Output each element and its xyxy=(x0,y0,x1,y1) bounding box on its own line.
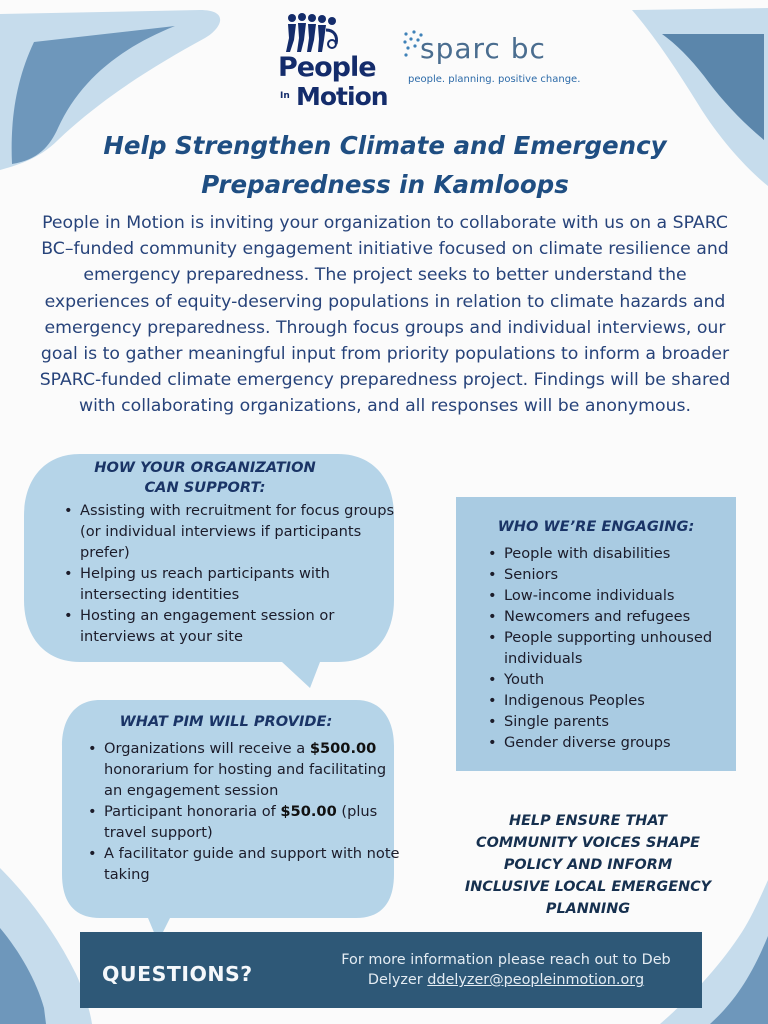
list-item: • Newcomers and refugees xyxy=(504,606,754,627)
provide-item-1-text-end: honorarium for hosting and facilitating an engagement session xyxy=(104,761,387,799)
list-item: • Indigenous Peoples xyxy=(504,690,754,711)
people-in-motion-logo xyxy=(276,12,388,111)
provide-section-title: WHAT PIM WILL PROVIDE: xyxy=(119,713,333,730)
list-item: • Single parents xyxy=(504,711,754,732)
cta-line: POLICY AND INFORM xyxy=(503,857,673,873)
participant-honorarium-amount: $50.00 xyxy=(280,803,337,820)
page-title-line-2: Preparedness in Kamloops xyxy=(201,170,569,199)
list-item: • Assisting with recruitment for focus groups (or individual interviews if participants prefer) xyxy=(80,500,400,563)
list-item: • People supporting unhoused individuals xyxy=(504,627,754,669)
list-item: • Helping us reach participants with intersecting identities xyxy=(80,563,400,605)
intro-paragraph: People in Motion is inviting your organization to collaborate with us on a SPARC BC–funded community engagement initiative focused on climate resilience and emergency preparedness. The project seeks to better understand the experiences of equity-deserving populations in relation to climate hazards and emergency preparedness. Through focus groups and individual interviews, our goal is to gather meaningful input from priority populations to inform a broader SPARC-funded climate emergency preparedness project. Findings will be shared with collaborating organizations, and all responses will be anonymous. xyxy=(39,213,731,417)
questions-banner xyxy=(80,932,702,1008)
organization-honorarium-amount: $500.00 xyxy=(309,740,377,757)
pim-logo-word-people: People xyxy=(278,52,376,83)
provide-item-2-text-end: (plus travel support) xyxy=(104,803,378,841)
list-item xyxy=(104,801,404,843)
provide-item-1-text: Organizations will receive a xyxy=(104,740,310,757)
contact-email-link[interactable]: ddelyzer@peopleinmotion.org xyxy=(427,972,645,988)
contact-info xyxy=(330,950,682,990)
cta-line: INCLUSIVE LOCAL EMERGENCY xyxy=(464,879,712,895)
sparc-bc-logo xyxy=(402,30,581,100)
support-title-line-1: HOW YOUR ORGANIZATION xyxy=(94,459,316,476)
sparc-logo-wordmark: sparc bc xyxy=(420,32,546,65)
support-list xyxy=(58,500,400,647)
engaging-list xyxy=(482,543,754,753)
support-section-title xyxy=(70,458,340,498)
cta-line: COMMUNITY VOICES SHAPE xyxy=(476,835,700,851)
provide-item-2-text: Participant honoraria of xyxy=(104,803,281,820)
pim-logo-word-in: In xyxy=(280,91,290,101)
list-item: • A facilitator guide and support with note taking xyxy=(104,843,404,885)
list-item xyxy=(104,738,404,801)
engaging-box xyxy=(456,497,736,771)
pim-logo-word-motion: Motion xyxy=(296,82,388,111)
provide-list xyxy=(82,738,404,885)
engaging-section-title: WHO WE’RE ENGAGING: xyxy=(497,518,695,535)
list-item: • Hosting an engagement session or interviews at your site xyxy=(80,605,400,647)
contact-text: For more information please reach out to Deb Delyzer xyxy=(341,952,671,988)
call-to-action xyxy=(446,810,730,920)
cta-line: PLANNING xyxy=(545,901,631,917)
cta-line: HELP ENSURE THAT xyxy=(509,813,667,829)
list-item: • Youth xyxy=(504,669,754,690)
page-title-line-1: Help Strengthen Climate and Emergency xyxy=(103,131,667,160)
questions-heading: QUESTIONS? xyxy=(102,962,253,986)
people-figures-icon xyxy=(282,12,342,56)
sparc-logo-tagline: people. planning. positive change. xyxy=(408,74,581,85)
page-title xyxy=(60,126,710,204)
list-item: • Seniors xyxy=(504,564,754,585)
list-item: • Low-income individuals xyxy=(504,585,754,606)
list-item: • People with disabilities xyxy=(504,543,754,564)
list-item: • Gender diverse groups xyxy=(504,732,754,753)
support-title-line-2: CAN SUPPORT: xyxy=(144,479,266,496)
